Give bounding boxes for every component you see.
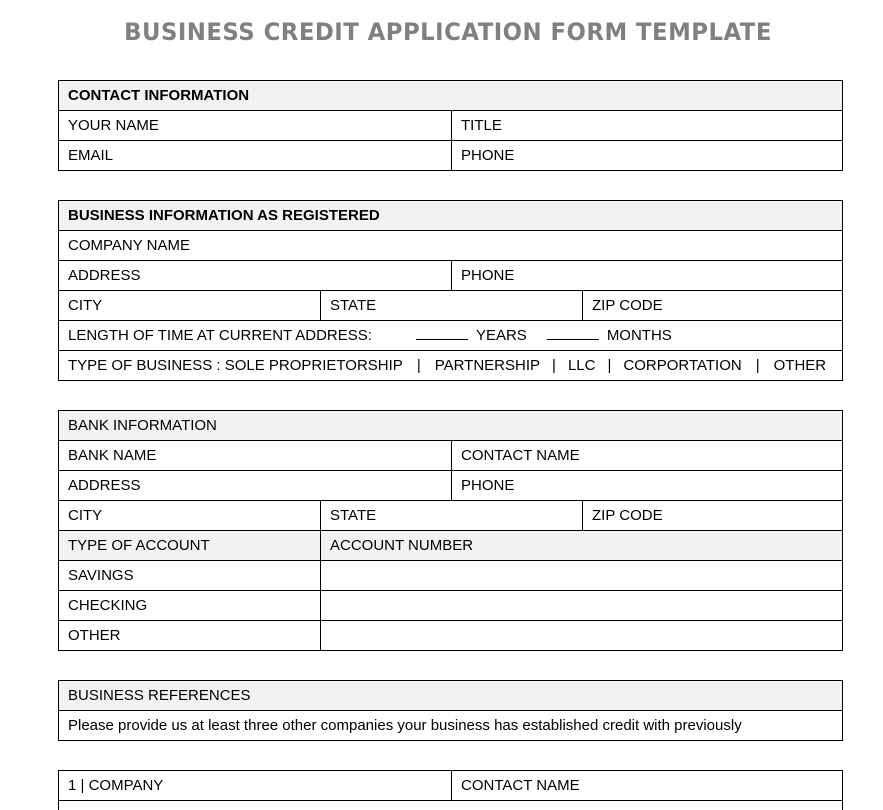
email-field[interactable]: EMAIL: [68, 147, 114, 164]
section-header-business: BUSINESS INFORMATION AS REGISTERED: [68, 207, 380, 224]
type-other[interactable]: OTHER: [773, 357, 827, 374]
section-header-references: BUSINESS REFERENCES: [68, 687, 251, 704]
checking-account-number-field[interactable]: [320, 591, 842, 620]
business-address-field[interactable]: ADDRESS: [68, 267, 141, 284]
length-of-time-row: [59, 321, 842, 350]
account-type-checking: CHECKING: [68, 597, 148, 614]
account-number-header: ACCOUNT NUMBER: [320, 531, 842, 560]
business-information-table: [58, 200, 843, 381]
bank-information-table: [58, 410, 843, 651]
bank-phone-field[interactable]: PHONE: [451, 471, 842, 500]
bank-city-field[interactable]: CITY: [68, 507, 103, 524]
separator: |: [607, 357, 612, 374]
savings-account-number-field[interactable]: [320, 561, 842, 590]
bank-zip-field[interactable]: ZIP CODE: [582, 501, 842, 530]
bank-contact-name-field[interactable]: CONTACT NAME: [451, 441, 842, 470]
business-references-table: [58, 680, 843, 741]
bank-name-field[interactable]: BANK NAME: [68, 447, 157, 464]
type-sole-proprietorship[interactable]: TYPE OF BUSINESS : SOLE PROPRIETORSHIP: [68, 357, 403, 374]
separator: |: [755, 357, 760, 374]
company-name-field[interactable]: COMPANY NAME: [68, 237, 190, 254]
business-zip-field[interactable]: ZIP CODE: [582, 291, 842, 320]
phone-field[interactable]: PHONE: [451, 141, 842, 170]
business-city-field[interactable]: CITY: [68, 297, 103, 314]
your-name-field[interactable]: YOUR NAME: [68, 117, 159, 134]
contact-information-table: [58, 80, 843, 171]
other-account-number-field[interactable]: [320, 621, 842, 650]
years-label: YEARS: [475, 327, 527, 344]
references-note: Please provide us at least three other companies your business has established credit with previously: [68, 717, 742, 734]
months-blank[interactable]: [547, 325, 599, 340]
account-type-other: OTHER: [68, 627, 121, 644]
reference-1-company-field[interactable]: 1 | COMPANY: [68, 777, 164, 794]
section-header-contact: CONTACT INFORMATION: [68, 87, 250, 104]
page-title: BUSINESS CREDIT APPLICATION FORM TEMPLATE: [124, 18, 772, 46]
type-llc[interactable]: LLC: [567, 357, 596, 374]
separator: |: [416, 357, 421, 374]
title-field[interactable]: TITLE: [451, 111, 842, 140]
years-blank[interactable]: [416, 325, 468, 340]
type-of-account-header: TYPE OF ACCOUNT: [68, 537, 210, 554]
bank-address-field[interactable]: ADDRESS: [68, 477, 141, 494]
type-corporation[interactable]: CORPORTATION: [623, 357, 742, 374]
business-state-field[interactable]: STATE: [320, 291, 582, 320]
account-type-savings: SAVINGS: [68, 567, 134, 584]
separator: |: [552, 357, 556, 374]
section-header-bank: BANK INFORMATION: [68, 417, 217, 434]
reference-1-contact-name-field[interactable]: CONTACT NAME: [451, 771, 842, 800]
type-partnership[interactable]: PARTNERSHIP: [434, 357, 541, 374]
business-phone-field[interactable]: PHONE: [451, 261, 842, 290]
type-of-business-row: [59, 351, 842, 380]
length-of-time-label: LENGTH OF TIME AT CURRENT ADDRESS:: [68, 327, 372, 344]
months-label: MONTHS: [606, 327, 672, 344]
reference-1-table: [58, 770, 843, 810]
bank-state-field[interactable]: STATE: [320, 501, 582, 530]
